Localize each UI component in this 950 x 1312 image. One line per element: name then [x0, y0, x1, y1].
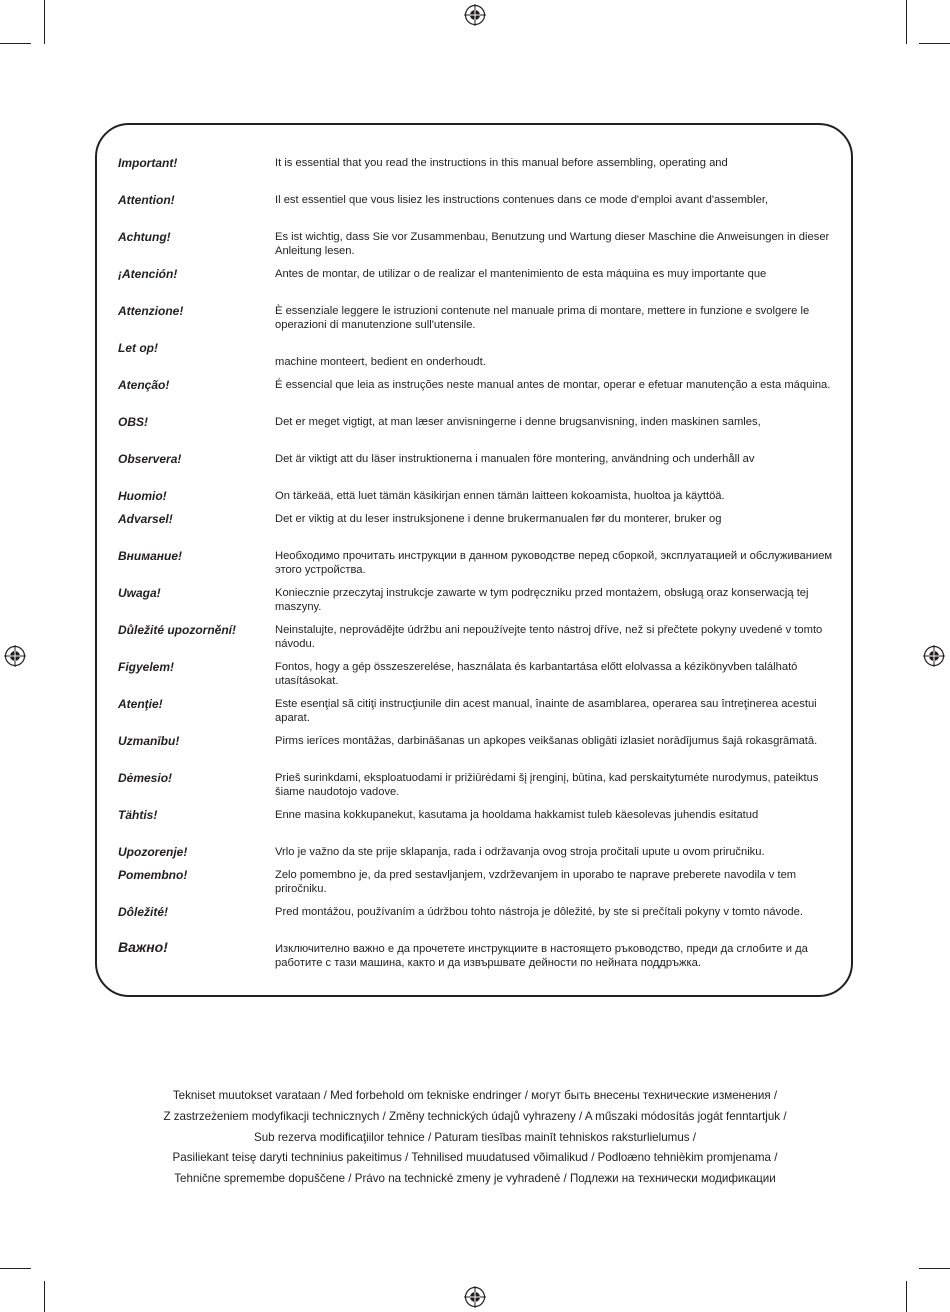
registration-crosshair-icon [464, 4, 486, 26]
warning-label: Let op! [118, 341, 158, 355]
warning-label: Dôležité! [118, 905, 169, 919]
warning-label: Important! [118, 156, 178, 170]
warning-text: Prieš surinkdami, eksploatuodami ir prižiūrėdami šį įrenginį, būtina, kad perskaitytumėte nurodymus, pateiktus šiame naudotojo vadove. [275, 772, 819, 798]
warning-label: ¡Atención! [118, 267, 178, 281]
warning-text: Det er viktig at du leser instruksjonene i denne brukermanualen før du monterer, bruker og [275, 513, 722, 525]
crop-mark-top-right-h [919, 43, 950, 44]
warning-text: Fontos, hogy a gép összeszerelése, használata és karbantartása előtt elolvassa a kézikönyvben található utasításokat. [275, 661, 798, 687]
crop-mark-top-left-h [0, 43, 31, 44]
warning-text: On tärkeää, että luet tämän käsikirjan ennen tämän laitteen kokoamista, huoltoa ja käyttöä. [275, 490, 725, 502]
warning-text: Det är viktigt att du läser instruktionerna i manualen före montering, användning och underhåll av [275, 453, 755, 465]
registration-crosshair-icon [464, 1286, 486, 1308]
warning-label: Huomio! [118, 489, 167, 503]
warning-label: Figyelem! [118, 660, 175, 674]
warning-label: OBS! [118, 415, 148, 429]
crop-mark-top-left [44, 0, 45, 44]
warning-label: Pomembno! [118, 868, 188, 882]
warning-text: Pred montážou, používaním a údržbou tohto nástroja je dôležité, by ste si prečítali pokyny v tomto návode. [275, 906, 803, 918]
warning-text: É essencial que leia as instruções neste manual antes de montar, operar e efetuar manutenção a esta máquina. [275, 379, 831, 391]
technical-changes-footer [0, 1086, 950, 1190]
warning-label: Achtung! [118, 230, 171, 244]
warning-text: Необходимо прочитать инструкции в данном руководстве перед сборкой, эксплуатацией и обслуживанием этого устройства. [275, 550, 833, 576]
warning-text: It is essential that you read the instructions in this manual before assembling, operating and [275, 157, 728, 169]
warning-text: Es ist wichtig, dass Sie vor Zusammenbau, Benutzung und Wartung dieser Maschine die Anweisungen in dieser Anleitung lesen. [275, 231, 830, 257]
crop-mark-bottom-right-h [919, 1268, 950, 1269]
footer-line: Tekniset muutokset varataan / Med forbehold om tekniske endringer / могут быть внесены технические изменения / [172, 1089, 778, 1102]
warning-text: Il est essentiel que vous lisiez les instructions contenues dans ce mode d'emploi avant d'assembler, [275, 194, 769, 206]
footer-line: Sub rezerva modificaţiilor tehnice / Paturam tiesības mainīt tehniskos raksturlielumus / [253, 1130, 697, 1144]
registration-crosshair-icon [923, 645, 945, 667]
warning-text: Изключително важно е да прочетете инструкциите в настоящето ръководство, преди да сглобите и да работите с тази машина, както и да извършвате дейности по нейната поддръжка. [275, 943, 808, 969]
footer-line: Pasiliekant teisę daryti techninius pakeitimus / Tehnilised muudatused võimalikud / Podloæno tehnièkim promjenama / [172, 1151, 778, 1165]
warning-text: Este esenţial să citiţi instrucţiunile din acest manual, înainte de asamblarea, operarea sau întreţinerea acestui aparat. [275, 698, 817, 724]
warning-label: Важно! [118, 939, 168, 955]
warning-label: Atenţie! [118, 697, 163, 711]
warning-label: Внимание! [118, 549, 183, 563]
warning-text: machine monteert, bedient en onderhoudt. [275, 356, 486, 368]
warning-label: Uzmanību! [118, 734, 180, 748]
warning-label: Attenzione! [118, 304, 184, 318]
warning-text: Neinstalujte, neprovádějte údržbu ani nepoužívejte tento nástroj dříve, než si přečtete pokyny uvedené v tomto návodu. [275, 624, 823, 650]
warning-text: Antes de montar, de utilizar o de realizar el mantenimiento de esta máquina es muy importante que [275, 268, 767, 280]
crop-mark-bottom-left [44, 1281, 45, 1312]
warning-label: Observera! [118, 452, 182, 466]
warning-label: Atenção! [118, 378, 170, 392]
footer-line: Tehnične spremembe dopuščene / Právo na technické zmeny je vyhradené / Подлежи на технически модификации [174, 1172, 776, 1186]
warning-label: Upozorenje! [118, 845, 188, 859]
warning-label: Attention! [118, 193, 175, 207]
warning-label: Uwaga! [118, 586, 161, 600]
crop-mark-top-right [906, 0, 907, 44]
footer-line: Z zastrzeżeniem modyfikacji technicznych / Změny technických údajů vyhrazeny / A műszaki módosítás jogát fenntartjuk / [163, 1109, 787, 1123]
warning-text: Enne masina kokkupanekut, kasutama ja hooldama hakkamist tuleb käesolevas juhendis esitatud [275, 809, 759, 821]
warning-label: Advarsel! [118, 512, 173, 526]
crop-mark-bottom-left-h [0, 1268, 31, 1269]
warning-label: Dėmesio! [118, 771, 173, 785]
warning-label: Tähtis! [118, 808, 158, 822]
warning-text: Pirms ierīces montāžas, darbināšanas un apkopes veikšanas obligāti izlasiet norādījumus šajā rokasgrāmatā. [275, 735, 818, 747]
warning-text: Zelo pomembno je, da pred sestavljanjem, vzdrževanjem in uporabo te naprave preberete navodila v tem priročniku. [275, 869, 797, 895]
warning-text: È essenziale leggere le istruzioni contenute nel manuale prima di montare, mettere in funzione e svolgere le operazioni di manutenzione sull'utensile. [275, 305, 810, 331]
crop-mark-bottom-right [906, 1281, 907, 1312]
safety-warning-box [95, 123, 853, 997]
warning-text: Koniecznie przeczytaj instrukcje zawarte w tym podręczniku przed montażem, obsługą oraz konserwacją tej maszyny. [275, 587, 809, 613]
warning-text: Det er meget vigtigt, at man læser anvisningerne i denne brugsanvisning, inden maskinen samles, [275, 416, 761, 428]
registration-crosshair-icon [4, 645, 26, 667]
warning-label: Důležité upozornění! [118, 623, 236, 637]
warning-text: Vrlo je važno da ste prije sklapanja, rada i održavanja ovog stroja pročitali upute u ovom priručniku. [275, 846, 765, 858]
